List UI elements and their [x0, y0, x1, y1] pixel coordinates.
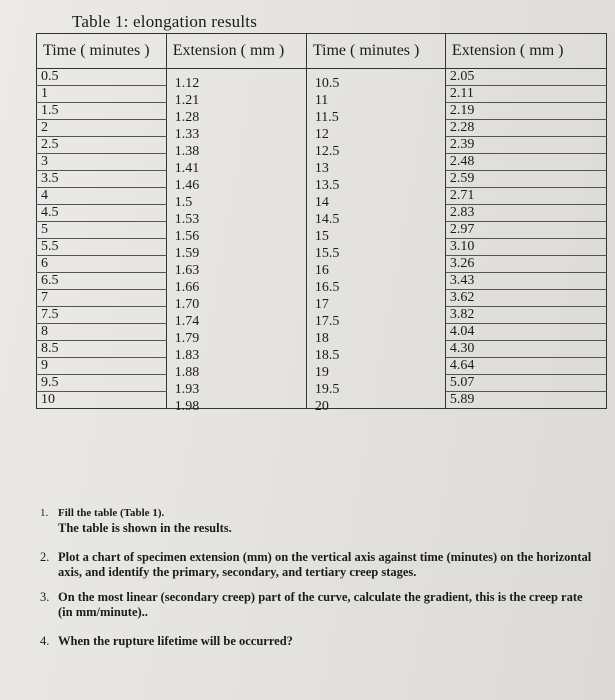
cell-time-2-value: 17 [314, 296, 329, 312]
cell-time-2-value: 14.5 [314, 211, 340, 227]
cell-extension-2: 2.05 [445, 69, 606, 86]
cell-extension-2: 3.43 [445, 273, 606, 290]
header-time-2: Time ( minutes ) [306, 34, 445, 69]
cell-extension-1-value: 1.66 [174, 279, 200, 295]
cell-extension-2: 3.82 [445, 307, 606, 324]
cell-time-1: 2 [37, 120, 167, 137]
cell-time-2-value: 18.5 [314, 347, 340, 363]
question-number: 2. [40, 550, 50, 564]
cell-time-1: 4 [37, 188, 167, 205]
cell-extension-2: 3.62 [445, 290, 606, 307]
cell-time-2-value: 17.5 [314, 313, 340, 329]
cell-extension-1-value: 1.79 [174, 330, 200, 346]
cell-time-1: 6.5 [37, 273, 167, 290]
cell-extension-1-value: 1.41 [174, 160, 200, 176]
cell-time-2-value: 19.5 [314, 381, 340, 397]
table-body [37, 69, 607, 414]
cell-extension-2: 4.64 [445, 358, 606, 375]
cell-time-2-value: 13 [314, 160, 329, 176]
question-number: 4. [40, 634, 50, 648]
cell-time-2-value: 15 [314, 228, 329, 244]
cell-time-1: 5.5 [37, 239, 167, 256]
cell-extension-1-value: 1.46 [174, 177, 200, 193]
cell-time-2-value: 13.5 [314, 177, 340, 193]
cell-time-1: 0.5 [37, 69, 167, 86]
cell-extension-1-value: 1.70 [174, 296, 200, 312]
cell-time-2-value: 16.5 [314, 279, 340, 295]
question-answer: The table is shown in the results. [58, 521, 232, 535]
cell-extension-1-value: 1.59 [174, 245, 200, 261]
table-header-row [37, 34, 607, 69]
cell-extension-1-value: 1.88 [174, 364, 200, 380]
cell-time-2-value: 12 [314, 126, 329, 142]
cell-extension-2: 2.19 [445, 103, 606, 120]
cell-time-1: 3 [37, 154, 167, 171]
cell-extension-2: 2.39 [445, 137, 606, 154]
cell-time-2-value: 19 [314, 364, 329, 380]
cell-extension-2: 2.83 [445, 205, 606, 222]
table-row [37, 69, 607, 86]
cell-extension-2: 2.71 [445, 188, 606, 205]
cell-time-2-value: 20 [314, 398, 329, 414]
cell-time-2-value: 11.5 [314, 109, 339, 125]
cell-time-2-value: 11 [314, 92, 329, 108]
cell-extension-2: 2.97 [445, 222, 606, 239]
header-extension-2: Extension ( mm ) [445, 34, 606, 69]
cell-time-1: 8.5 [37, 341, 167, 358]
cell-extension-1-value: 1.83 [174, 347, 200, 363]
cell-time-2 [306, 69, 445, 91]
cell-time-1: 9 [37, 358, 167, 375]
cell-time-1: 6 [37, 256, 167, 273]
cell-extension-2: 2.28 [445, 120, 606, 137]
cell-time-1: 2.5 [37, 137, 167, 154]
cell-time-2-value: 15.5 [314, 245, 340, 261]
cell-extension-2: 2.59 [445, 171, 606, 188]
question-text: Fill the table (Table 1). [58, 507, 165, 519]
cell-time-2-value: 14 [314, 194, 329, 210]
cell-time-1: 8 [37, 324, 167, 341]
cell-time-1: 10 [37, 392, 167, 409]
question-list [40, 506, 600, 659]
question-text: Plot a chart of specimen extension (mm) on the vertical axis against time (minutes) on the horizontal axis, and identify the primary, secondary, and tertiary creep stages. [58, 550, 592, 579]
cell-time-1: 1.5 [37, 103, 167, 120]
question-4 [40, 634, 600, 649]
cell-extension-1-value: 1.98 [174, 398, 200, 414]
cell-extension-1-value: 1.53 [174, 211, 200, 227]
cell-extension-1-value: 1.21 [174, 92, 200, 108]
question-3 [40, 590, 600, 620]
cell-extension-1-value: 1.38 [174, 143, 200, 159]
cell-extension-2: 2.48 [445, 154, 606, 171]
cell-time-2-value: 16 [314, 262, 329, 278]
cell-extension-2: 5.07 [445, 375, 606, 392]
question-number: 1. [40, 507, 49, 519]
question-2 [40, 550, 600, 580]
cell-extension-1-value: 1.5 [174, 194, 193, 210]
cell-extension-1 [166, 69, 306, 91]
cell-time-1: 4.5 [37, 205, 167, 222]
cell-extension-2: 3.10 [445, 239, 606, 256]
question-text: When the rupture lifetime will be occurred? [58, 634, 293, 648]
cell-extension-2: 5.89 [445, 392, 606, 409]
cell-extension-1-value: 1.28 [174, 109, 200, 125]
header-time-1: Time ( minutes ) [37, 34, 167, 69]
cell-extension-1-value: 1.74 [174, 313, 200, 329]
cell-extension-2: 2.11 [445, 86, 606, 103]
cell-extension-1-value: 1.33 [174, 126, 200, 142]
question-number: 3. [40, 590, 50, 604]
cell-time-1: 3.5 [37, 171, 167, 188]
cell-extension-1-value: 1.93 [174, 381, 200, 397]
cell-extension-2: 3.26 [445, 256, 606, 273]
table-caption: Table 1: elongation results [72, 12, 258, 31]
cell-extension-2: 4.30 [445, 341, 606, 358]
cell-time-2-value: 18 [314, 330, 329, 346]
cell-time-1: 7 [37, 290, 167, 307]
header-extension-1: Extension ( mm ) [166, 34, 306, 69]
cell-time-1: 7.5 [37, 307, 167, 324]
cell-time-1: 5 [37, 222, 167, 239]
question-text: On the most linear (secondary creep) part of the curve, calculate the gradient, this is the creep rate (in mm/minute).. [58, 590, 583, 619]
cell-time-2-value: 12.5 [314, 143, 340, 159]
cell-extension-1-value: 1.63 [174, 262, 200, 278]
cell-time-2-value: 10.5 [314, 76, 340, 91]
cell-time-1: 1 [37, 86, 167, 103]
cell-time-1: 9.5 [37, 375, 167, 392]
cell-extension-2: 4.04 [445, 324, 606, 341]
question-1 [40, 506, 600, 536]
cell-extension-1-value: 1.12 [174, 76, 200, 91]
cell-extension-1-value: 1.56 [174, 228, 200, 244]
elongation-table [36, 33, 607, 414]
